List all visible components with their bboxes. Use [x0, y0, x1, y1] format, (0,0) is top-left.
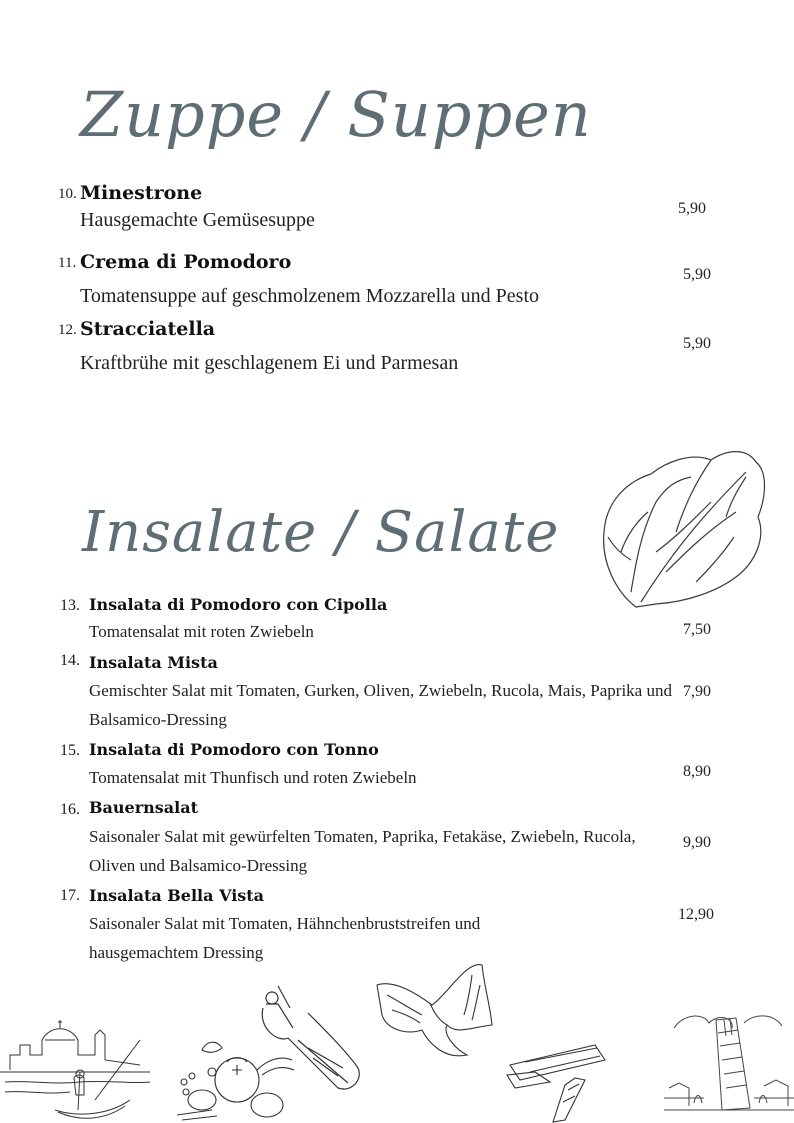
farfalle-pasta-drawing	[372, 955, 512, 1065]
item-description: Hausgemachte Gemüsesuppe	[80, 209, 315, 231]
item-description: Saisonaler Salat mit Tomaten, Hähnchenbruststreifen und hausgemachtem Dressing	[89, 914, 481, 962]
item-number: 10.	[58, 186, 77, 202]
item-name: Stracciatella	[80, 318, 216, 340]
item-name: Minestrone	[80, 182, 203, 204]
penne-pasta-drawing	[505, 1040, 610, 1123]
item-number: 15.	[60, 742, 80, 759]
item-number: 17.	[60, 887, 80, 904]
leaning-tower-of-pisa-drawing	[664, 1008, 794, 1120]
item-price: 5,90	[678, 200, 706, 217]
item-price: 7,90	[683, 683, 711, 700]
item-number: 12.	[58, 322, 77, 338]
venice-gondola-drawing	[0, 1010, 152, 1123]
item-name: Bauernsalat	[89, 798, 198, 817]
item-name: Insalata Bella Vista	[89, 886, 265, 905]
item-name: Crema di Pomodoro	[80, 251, 292, 273]
soup-section-title: Zuppe / Suppen	[80, 78, 592, 151]
item-price: 5,90	[683, 335, 711, 352]
item-description: Saisonaler Salat mit gewürfelten Tomaten, Paprika, Fetakäse, Zwiebeln, Rucola, Oliven und Balsamico-Dressing	[89, 827, 636, 875]
item-number: 11.	[58, 255, 77, 271]
item-price: 9,90	[683, 834, 711, 851]
item-price: 7,50	[683, 621, 711, 638]
item-description: Tomatensalat mit roten Zwiebeln	[89, 622, 314, 641]
item-number: 13.	[60, 597, 80, 614]
item-name: Insalata di Pomodoro con Cipolla	[89, 595, 388, 614]
item-name: Insalata di Pomodoro con Tonno	[89, 740, 379, 759]
item-description: Gemischter Salat mit Tomaten, Gurken, Oliven, Zwiebeln, Rucola, Mais, Paprika und Balsamico-Dressing	[89, 681, 672, 729]
item-price: 5,90	[683, 266, 711, 283]
item-description: Tomatensalat mit Thunfisch und roten Zwiebeln	[89, 768, 417, 787]
item-price: 12,90	[678, 906, 714, 923]
lettuce-leaf-drawing	[596, 442, 772, 616]
item-name: Insalata Mista	[89, 653, 218, 672]
item-price: 8,90	[683, 763, 711, 780]
item-description: Tomatensuppe auf geschmolzenem Mozzarella und Pesto	[80, 285, 540, 307]
item-number: 14.	[60, 652, 80, 669]
salad-section-title: Insalate / Salate	[82, 500, 560, 565]
item-description: Kraftbrühe mit geschlagenem Ei und Parmesan	[80, 352, 459, 374]
item-number: 16.	[60, 801, 80, 818]
pepper-mill-drawing	[258, 968, 368, 1096]
